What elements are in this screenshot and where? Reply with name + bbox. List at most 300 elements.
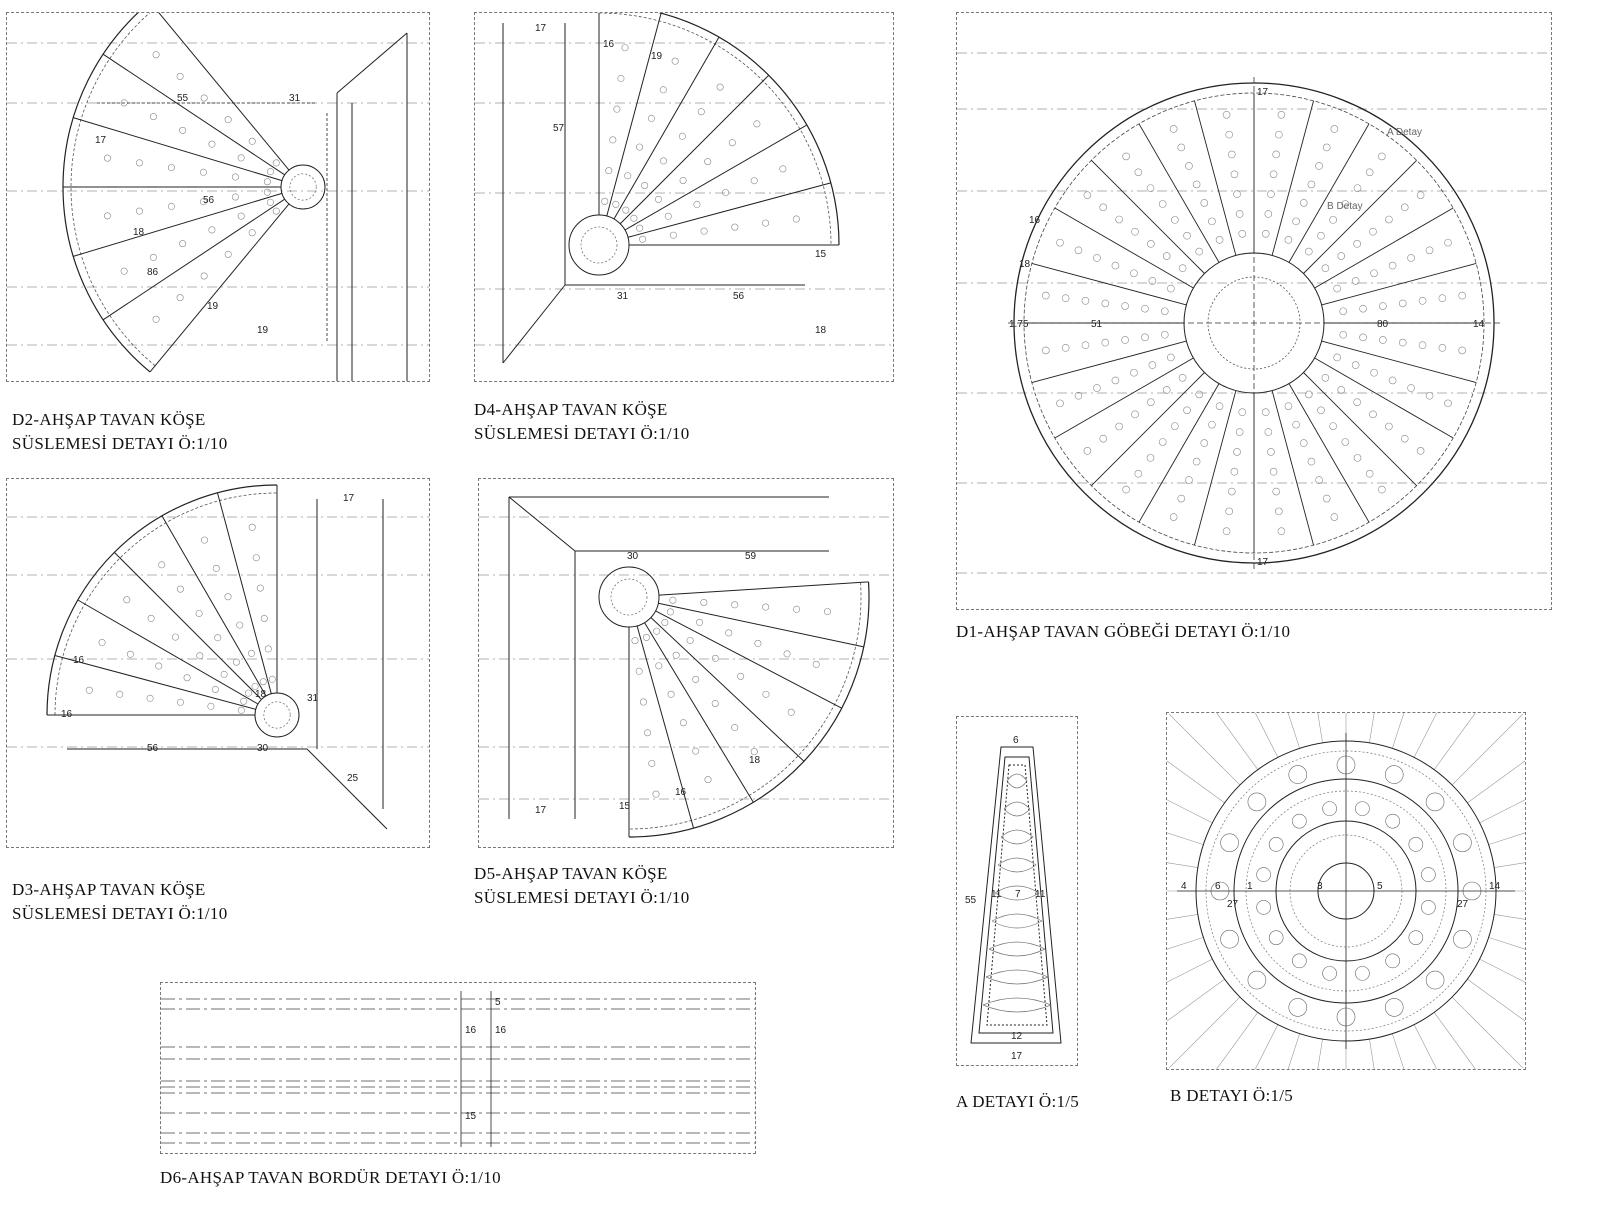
rosette-motif <box>1093 254 1100 261</box>
fan-motif <box>104 155 110 161</box>
b-ray <box>1480 959 1525 1004</box>
fan-hub-inner <box>290 174 316 200</box>
fan-motif <box>104 213 110 219</box>
b-ray <box>1233 713 1278 757</box>
b-ray <box>1392 1034 1423 1069</box>
rosette-motif <box>1056 400 1063 407</box>
fan-motif <box>196 610 202 616</box>
rosette-motif <box>1093 385 1100 392</box>
rosette-motif <box>1179 374 1186 381</box>
d1-dim-51: 51 <box>1091 319 1103 330</box>
fan-motif <box>824 608 830 614</box>
rosette-motif <box>1135 169 1142 176</box>
fan-motif <box>660 158 666 164</box>
d6-dim-16b: 16 <box>495 1025 507 1036</box>
fan-spoke <box>620 75 768 223</box>
b-ray <box>1167 744 1225 803</box>
b-ray <box>1414 713 1459 757</box>
b-motif-inner <box>1269 931 1283 945</box>
rosette-motif <box>1354 240 1361 247</box>
fan-hub-inner <box>611 579 647 615</box>
d2-fan-ornament <box>63 13 325 372</box>
b-motif-outer <box>1248 793 1266 811</box>
rosette-motif <box>1459 292 1466 299</box>
b-dim-27-left: 27 <box>1227 899 1239 910</box>
fan-motif <box>639 236 645 242</box>
d5-dim-17: 17 <box>535 805 547 816</box>
fan-motif <box>622 45 628 51</box>
fan-motif <box>213 565 219 571</box>
rosette-motif <box>1161 331 1168 338</box>
b-motif-outer <box>1221 930 1239 948</box>
fan-motif <box>606 167 612 173</box>
fan-motif <box>653 628 659 634</box>
b-ray <box>1199 713 1258 770</box>
rosette-motif <box>1084 447 1091 454</box>
rosette-motif <box>1342 439 1349 446</box>
fan-motif <box>614 106 620 112</box>
b-motif-inner <box>1409 931 1423 945</box>
b-ray <box>1167 852 1198 868</box>
panel-d4 <box>474 12 894 382</box>
fan-spoke <box>103 199 285 320</box>
rosette-motif <box>1322 265 1329 272</box>
a-motif <box>1004 802 1030 816</box>
rosette-motif <box>1159 439 1166 446</box>
fan-spoke <box>607 13 661 216</box>
fan-motif <box>726 630 732 636</box>
rosette-spoke <box>1194 101 1235 256</box>
rosette-motif <box>1293 421 1300 428</box>
rosette-motif <box>1378 486 1385 493</box>
fan-motif <box>150 254 156 260</box>
fan-motif <box>732 224 738 230</box>
b-motif-outer <box>1426 971 1444 989</box>
rosette-motif <box>1370 411 1377 418</box>
d4-dim-56: 56 <box>733 291 745 302</box>
a-motif <box>989 942 1045 956</box>
d4-dim-16: 16 <box>603 39 615 50</box>
fan-motif <box>632 637 638 643</box>
caption-d5-line1: D5-AHŞAP TAVAN KÖŞE <box>474 864 668 883</box>
rosette-motif <box>1354 399 1361 406</box>
d6-dim-16a: 16 <box>465 1025 477 1036</box>
rosette-motif <box>1147 454 1154 461</box>
b-motif-outer <box>1385 998 1403 1016</box>
b-ray <box>1434 1012 1493 1069</box>
fan-motif <box>241 698 247 704</box>
fan-motif <box>644 730 650 736</box>
d4-dim-18: 18 <box>815 325 827 336</box>
rosette-motif <box>1399 339 1406 346</box>
rosette-motif <box>1323 495 1330 502</box>
rosette-motif <box>1208 218 1215 225</box>
rosette-motif <box>1265 429 1272 436</box>
fan-motif <box>116 691 122 697</box>
rosette-motif <box>1167 354 1174 361</box>
fan-motif <box>701 228 707 234</box>
b-motif-inner <box>1355 802 1369 816</box>
fan-motif <box>177 73 183 79</box>
fan-motif <box>722 189 728 195</box>
fan-motif <box>670 597 676 603</box>
fan-spoke <box>73 193 282 256</box>
rosette-spoke <box>1032 341 1187 382</box>
b-dim-1: 1 <box>1247 881 1253 892</box>
rosette-motif <box>1379 303 1386 310</box>
d1-label-a-detail: A Detay <box>1387 127 1423 138</box>
panel-a-detail <box>956 716 1078 1066</box>
fan-spoke <box>628 183 831 237</box>
rosette-motif <box>1417 447 1424 454</box>
b-ray <box>1489 814 1525 845</box>
rosette-motif <box>1171 216 1178 223</box>
fan-motif <box>648 115 654 121</box>
rosette-motif <box>1285 403 1292 410</box>
rosette-motif <box>1112 262 1119 269</box>
rosette-motif <box>1193 181 1200 188</box>
rosette-motif <box>1278 528 1285 535</box>
d4-fan-ornament <box>569 13 839 275</box>
fan-motif <box>264 179 270 185</box>
fan-motif <box>665 213 671 219</box>
b-ray <box>1167 914 1198 930</box>
rosette-motif <box>1419 297 1426 304</box>
a-motif <box>1007 774 1027 788</box>
rosette-motif <box>1130 270 1137 277</box>
rosette-motif <box>1179 265 1186 272</box>
rosette-motif <box>1267 448 1274 455</box>
b-ray <box>1452 997 1523 1068</box>
rosette-motif <box>1330 423 1337 430</box>
rosette-motif <box>1193 458 1200 465</box>
rosette-motif <box>1340 331 1347 338</box>
fan-motif <box>172 634 178 640</box>
fan-motif <box>273 208 279 214</box>
d1-dim-17-bottom: 17 <box>1257 557 1269 568</box>
panel-d3 <box>6 478 430 848</box>
fan-motif <box>636 144 642 150</box>
b-ray <box>1233 1025 1278 1069</box>
b-ray <box>1434 713 1493 770</box>
b-ray <box>1369 1039 1385 1069</box>
caption-d6: D6-AHŞAP TAVAN BORDÜR DETAYI Ö:1/10 <box>160 1168 501 1187</box>
d2-dim-55: 55 <box>177 93 189 104</box>
fan-motif <box>265 646 271 652</box>
fan-motif <box>751 178 757 184</box>
rosette-motif <box>1331 125 1338 132</box>
fan-motif <box>150 113 156 119</box>
a-dim-left-11: 11 <box>991 889 1002 900</box>
d2-dim-19b: 19 <box>257 325 269 336</box>
rosette-motif <box>1239 409 1246 416</box>
rosette-motif <box>1159 200 1166 207</box>
fan-motif <box>636 225 642 231</box>
rosette-motif <box>1062 344 1069 351</box>
rosette-motif <box>1338 253 1345 260</box>
b-motif-inner <box>1409 837 1423 851</box>
rosette-motif <box>1459 347 1466 354</box>
a-dim-mid: 7 <box>1015 889 1021 900</box>
rosette-motif <box>1445 239 1452 246</box>
fan-motif <box>687 637 693 643</box>
fan-motif <box>124 597 130 603</box>
rosette-motif <box>1389 377 1396 384</box>
fan-motif <box>793 216 799 222</box>
fan-motif <box>245 690 251 696</box>
d2-dim-86: 86 <box>147 267 159 278</box>
fan-spoke <box>162 516 266 696</box>
rosette-motif <box>1378 153 1385 160</box>
rosette-motif <box>1273 151 1280 158</box>
fan-motif <box>267 168 273 174</box>
fan-motif <box>680 177 686 183</box>
b-motif-inner <box>1323 802 1337 816</box>
a-dim-bottom: 17 <box>1011 1051 1023 1062</box>
rosette-motif <box>1262 230 1269 237</box>
a-motif <box>983 998 1051 1012</box>
rosette-motif <box>1216 236 1223 243</box>
rosette-motif <box>1082 297 1089 304</box>
b-ray <box>1494 852 1525 868</box>
b-motif-inner <box>1292 814 1306 828</box>
d2-dim-18: 18 <box>133 227 145 238</box>
d6-dim-5: 5 <box>495 997 501 1008</box>
fan-motif <box>238 213 244 219</box>
fan-motif <box>636 668 642 674</box>
fan-motif <box>177 586 183 592</box>
rosette-motif <box>1399 300 1406 307</box>
caption-d1: D1-AHŞAP TAVAN GÖBEĞİ DETAYI Ö:1/10 <box>956 622 1291 641</box>
rosette-motif <box>1131 411 1138 418</box>
d1-dim-14: 14 <box>1473 319 1485 330</box>
rosette-motif <box>1323 144 1330 151</box>
fan-motif <box>238 707 244 713</box>
a-dim-right-11: 11 <box>1035 889 1046 900</box>
fan-spoke <box>150 13 289 170</box>
fan-motif <box>257 585 263 591</box>
rosette-motif <box>1122 303 1129 310</box>
fan-motif <box>168 203 174 209</box>
caption-d4-line2: SÜSLEMESİ DETAYI Ö:1/10 <box>474 424 690 443</box>
d2-dim-31: 31 <box>289 93 301 104</box>
b-ray <box>1489 937 1525 968</box>
rosette-motif <box>1102 300 1109 307</box>
fan-motif <box>200 169 206 175</box>
rosette-motif <box>1239 230 1246 237</box>
b-motif-inner <box>1355 966 1369 980</box>
d3-dim-30: 30 <box>257 743 269 754</box>
a-dim-top: 6 <box>1013 735 1019 746</box>
rosette-motif <box>1147 240 1154 247</box>
b-motif-inner <box>1421 900 1435 914</box>
fan-motif <box>179 127 185 133</box>
fan-motif <box>253 554 259 560</box>
fan-motif <box>156 663 162 669</box>
b-ray <box>1480 778 1525 823</box>
fan-spoke <box>73 118 282 181</box>
d5-dim-16: 16 <box>675 787 687 798</box>
fan-motif <box>127 651 133 657</box>
fan-motif <box>641 182 647 188</box>
d3-dim-17: 17 <box>343 493 355 504</box>
caption-d3-line2: SÜSLEMESİ DETAYI Ö:1/10 <box>12 904 228 923</box>
drawing-a-detail <box>957 717 1077 1065</box>
fan-motif <box>737 673 743 679</box>
fan-motif <box>780 166 786 172</box>
rosette-motif <box>1300 199 1307 206</box>
fan-motif <box>197 653 203 659</box>
b-motif-inner <box>1386 814 1400 828</box>
d5-dim-15: 15 <box>619 801 631 812</box>
d4-dim-19: 19 <box>651 51 663 62</box>
b-motif-outer <box>1385 766 1403 784</box>
fan-motif <box>729 140 735 146</box>
rosette-motif <box>1370 228 1377 235</box>
rosette-motif <box>1270 468 1277 475</box>
panel-d1 <box>956 12 1552 610</box>
fan-hub <box>569 215 629 275</box>
fan-motif <box>693 676 699 682</box>
fan-motif <box>153 52 159 58</box>
b-motif-inner <box>1386 954 1400 968</box>
d3-dim-18: 18 <box>255 689 267 700</box>
rosette-motif <box>1330 216 1337 223</box>
rosette-motif <box>1123 153 1130 160</box>
rosette-motif <box>1316 477 1323 484</box>
fan-motif <box>147 695 153 701</box>
fan-motif <box>793 606 799 612</box>
fan-motif <box>248 650 254 656</box>
fan-motif <box>732 602 738 608</box>
b-ray <box>1167 778 1212 823</box>
fan-motif <box>670 232 676 238</box>
fan-motif <box>672 58 678 64</box>
rosette-motif <box>1316 162 1323 169</box>
rosette-motif <box>1201 440 1208 447</box>
rosette-motif <box>1082 342 1089 349</box>
d2-dim-56: 56 <box>203 195 215 206</box>
caption-d2 <box>12 408 228 456</box>
fan-motif <box>273 160 279 166</box>
d1-dim-80: 80 <box>1377 319 1389 330</box>
rosette-spoke <box>1091 372 1204 485</box>
rosette-motif <box>1131 228 1138 235</box>
b-motif-outer <box>1289 766 1307 784</box>
b-ray <box>1169 714 1240 785</box>
fan-motif <box>784 651 790 657</box>
rosette-motif <box>1352 362 1359 369</box>
caption-d2-line2: SÜSLEMESİ DETAYI Ö:1/10 <box>12 434 228 453</box>
fan-motif <box>694 201 700 207</box>
rosette-motif <box>1426 247 1433 254</box>
rosette-motif <box>1123 486 1130 493</box>
rosette-motif <box>1267 191 1274 198</box>
fan-hub <box>281 165 325 209</box>
rosette-spoke <box>1322 341 1477 382</box>
fan-motif <box>209 141 215 147</box>
b-ray <box>1199 1012 1258 1069</box>
rosette-motif <box>1112 377 1119 384</box>
rosette-motif <box>1084 192 1091 199</box>
fan-outer-arc <box>599 13 839 245</box>
rosette-motif <box>1275 508 1282 515</box>
rosette-motif <box>1408 254 1415 261</box>
d1-dim-17-top: 17 <box>1257 87 1269 98</box>
b-motif-inner <box>1421 868 1435 882</box>
rosette-motif <box>1265 210 1272 217</box>
rosette-motif <box>1305 248 1312 255</box>
fan-motif <box>177 294 183 300</box>
drawing-d2 <box>7 13 429 381</box>
rosette-motif <box>1147 399 1154 406</box>
d3-dim-16a: 16 <box>73 655 85 666</box>
rosette-motif <box>1308 181 1315 188</box>
fan-motif <box>643 634 649 640</box>
rosette-spoke <box>1194 391 1235 546</box>
panel-b-detail <box>1166 712 1526 1070</box>
b-motif-inner <box>1269 837 1283 851</box>
fan-motif <box>221 671 227 677</box>
fan-motif <box>201 537 207 543</box>
panel-d5 <box>478 478 894 848</box>
b-dim-14: 14 <box>1489 881 1501 892</box>
caption-a-detail: A DETAYI Ö:1/5 <box>956 1092 1080 1111</box>
rosette-motif <box>1170 514 1177 521</box>
b-ray <box>1452 714 1523 785</box>
fan-motif <box>751 748 757 754</box>
fan-motif <box>168 164 174 170</box>
a-motif <box>998 858 1036 872</box>
fan-motif <box>208 703 214 709</box>
fan-motif <box>662 619 668 625</box>
rosette-motif <box>1305 391 1312 398</box>
fan-motif <box>249 230 255 236</box>
d1-dim-175: 1.75 <box>1009 319 1029 330</box>
rosette-motif <box>1226 131 1233 138</box>
d4-dim-17: 17 <box>535 23 547 34</box>
fan-motif <box>656 663 662 669</box>
drawing-d3 <box>7 479 429 847</box>
rosette-motif <box>1366 169 1373 176</box>
b-motif-inner <box>1323 966 1337 980</box>
rosette-motif <box>1042 292 1049 299</box>
fan-motif <box>755 640 761 646</box>
fan-motif <box>696 619 702 625</box>
b-ray <box>1167 959 1212 1004</box>
fan-motif <box>653 791 659 797</box>
b-ray <box>1414 1025 1459 1069</box>
fan-motif <box>655 196 661 202</box>
b-motif-outer <box>1453 930 1471 948</box>
d2-dim-17: 17 <box>95 135 107 146</box>
rosette-motif <box>1185 477 1192 484</box>
fan-hub-inner <box>264 702 290 728</box>
rosette-spoke <box>1303 160 1416 273</box>
rosette-motif <box>1293 218 1300 225</box>
rosette-motif <box>1100 435 1107 442</box>
d3-dim-56: 56 <box>147 743 159 754</box>
rosette-motif <box>1275 131 1282 138</box>
fan-motif <box>136 208 142 214</box>
rosette-motif <box>1278 111 1285 118</box>
rosette-motif <box>1236 210 1243 217</box>
rosette-motif <box>1379 336 1386 343</box>
fan-motif <box>732 724 738 730</box>
fan-motif <box>631 215 637 221</box>
b-ray <box>1167 937 1203 968</box>
rosette-motif <box>1062 295 1069 302</box>
